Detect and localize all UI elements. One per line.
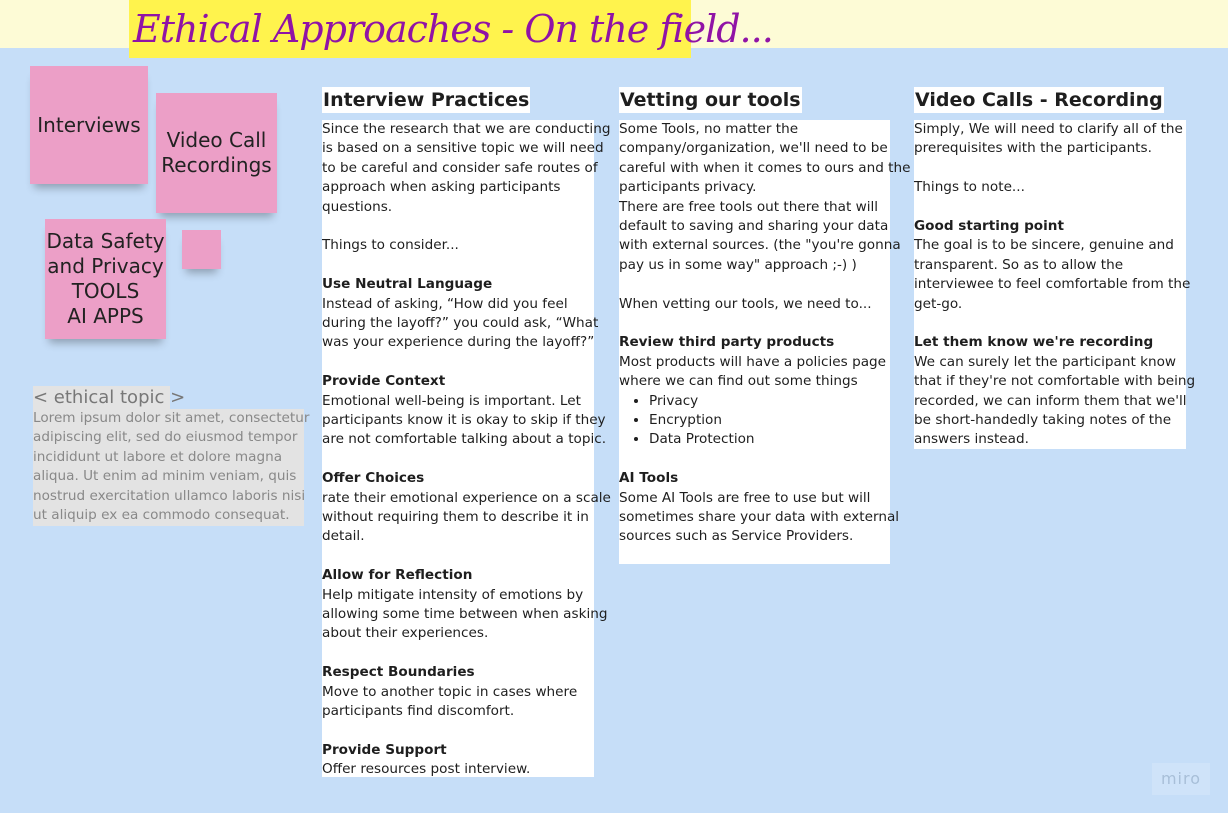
body-line: get-go.: [914, 295, 963, 312]
body-line: There are free tools out there that will: [619, 198, 879, 215]
body-line: Things to note...: [914, 179, 1025, 196]
body-line: Help mitigate intensity of emotions by: [322, 586, 584, 603]
body-line: Since the research that we are conducting: [322, 121, 611, 137]
placeholder-topic-body[interactable]: [33, 409, 310, 526]
placeholder-line: adipiscing elit, sed do eiusmod tempor: [33, 429, 298, 446]
body-line: approach when asking participants: [322, 179, 561, 196]
body-line: where we can find out some things: [619, 373, 858, 390]
blank-line: [322, 353, 594, 372]
sticky-note-interviews[interactable]: [30, 66, 148, 184]
blank-line: [914, 198, 1186, 217]
sticky-note-data-safety[interactable]: [45, 219, 166, 339]
body-line: interviewee to feel comfortable from the: [914, 276, 1191, 293]
body-line: to be careful and consider safe routes of: [322, 159, 598, 176]
body-line: about their experiences.: [322, 625, 489, 642]
body-line: pay us in some way" approach ;-) ): [619, 256, 857, 273]
heading-vetting-tools[interactable]: Vetting our tools: [620, 89, 801, 111]
body-line: recorded, we can inform them that we'll: [914, 392, 1187, 409]
body-line: sources such as Service Providers.: [619, 528, 854, 545]
body-line: We can surely let the participant know: [914, 353, 1177, 370]
section-subheading: Respect Boundaries: [322, 664, 475, 681]
blank-line: [322, 256, 594, 275]
body-line: When vetting our tools, we need to...: [619, 295, 872, 312]
section-subheading: Review third party products: [619, 334, 835, 351]
section-subheading: Offer Choices: [322, 470, 425, 487]
textbox-interview-practices[interactable]: [322, 120, 611, 778]
sticky-note-label: Interviews: [37, 112, 141, 137]
section-subheading: Provide Context: [322, 373, 446, 390]
section-subheading: Allow for Reflection: [322, 567, 473, 584]
placeholder-line: Lorem ipsum dolor sit amet, consectetur: [33, 410, 310, 426]
board-title[interactable]: Ethical Approaches - On the field...: [133, 7, 773, 51]
body-line: be short-handedly taking notes of the: [914, 412, 1172, 429]
placeholder-line: incididunt ut labore et dolore magna: [33, 448, 283, 465]
textbox-video-calls-recording[interactable]: [914, 120, 1196, 449]
body-line: questions.: [322, 198, 393, 215]
body-line: Simply, We will need to clarify all of the: [914, 121, 1183, 137]
blank-line: [322, 450, 594, 469]
sticky-note-blank[interactable]: [182, 230, 221, 269]
body-line: answers instead.: [914, 431, 1029, 448]
body-line: Some AI Tools are free to use but will: [619, 489, 871, 506]
section-subheading: AI Tools: [619, 470, 679, 487]
body-line: is based on a sensitive topic we will need: [322, 140, 604, 157]
body-line: Instead of asking, “How did you feel: [322, 295, 568, 312]
placeholder-line: ut aliquip ex ea commodo consequat.: [33, 507, 290, 524]
body-line: prerequisites with the participants.: [914, 140, 1152, 157]
sticky-note-label: Video Call Recordings: [161, 128, 272, 177]
blank-line: [914, 314, 1186, 333]
body-line: Move to another topic in cases where: [322, 683, 578, 700]
blank-line: [322, 217, 594, 236]
body-line: are not comfortable talking about a topic.: [322, 431, 607, 448]
sticky-note-video-call-recordings[interactable]: [156, 93, 277, 213]
bullet-item: • Encryption: [649, 411, 890, 430]
body-line: that if they're not comfortable with being: [914, 373, 1196, 390]
placeholder-line: nostrud exercitation ullamco laboris nisi: [33, 487, 306, 504]
body-line: participants know it is okay to skip if they: [322, 412, 606, 429]
body-line: careful with when it comes to ours and the: [619, 159, 911, 176]
body-line: during the layoff?” you could ask, “What: [322, 315, 599, 332]
blank-line: [322, 722, 594, 741]
body-line: Most products will have a policies page: [619, 353, 887, 370]
blank-line: [619, 275, 890, 294]
bullet-list: [619, 392, 890, 450]
blank-line: [619, 450, 890, 469]
body-line: allowing some time between when asking: [322, 606, 608, 623]
section-subheading: Good starting point: [914, 218, 1064, 234]
body-line: Emotional well-being is important. Let: [322, 392, 581, 409]
body-line: detail.: [322, 528, 365, 545]
placeholder-line: aliqua. Ut enim ad minim veniam, quis: [33, 468, 297, 485]
body-line: Some Tools, no matter the: [619, 121, 799, 137]
body-line: company/organization, we'll need to be: [619, 140, 888, 157]
blank-line: [914, 159, 1186, 178]
body-line: Offer resources post interview.: [322, 761, 531, 778]
miro-logo: miro: [1152, 763, 1210, 795]
blank-line: [322, 644, 594, 663]
body-line: rate their emotional experience on a scale: [322, 489, 611, 506]
bullet-item: • Data Protection: [649, 430, 890, 449]
section-subheading: Let them know we're recording: [914, 334, 1154, 351]
body-line: sometimes share your data with external: [619, 509, 900, 526]
body-line: participants privacy.: [619, 179, 757, 196]
blank-line: [322, 547, 594, 566]
body-line: Things to consider...: [322, 237, 459, 254]
body-line: participants find discomfort.: [322, 703, 515, 720]
heading-video-calls-recording[interactable]: Video Calls - Recording: [915, 89, 1163, 111]
body-line: transparent. So as to allow the: [914, 256, 1124, 273]
section-subheading: Provide Support: [322, 741, 447, 758]
placeholder-topic-title[interactable]: < ethical topic >: [33, 387, 186, 408]
body-line: The goal is to be sincere, genuine and: [914, 237, 1174, 254]
body-line: was your experience during the layoff?”: [322, 334, 595, 351]
bullet-item: • Privacy: [649, 392, 890, 411]
body-line: without requiring them to describe it in: [322, 509, 589, 526]
section-subheading: Use Neutral Language: [322, 276, 493, 293]
textbox-vetting-tools[interactable]: [619, 120, 911, 564]
body-line: default to saving and sharing your data: [619, 218, 889, 235]
heading-interview-practices[interactable]: Interview Practices: [323, 89, 530, 111]
blank-line: [619, 314, 890, 333]
sticky-note-label: Data Safety and Privacy TOOLS AI APPS: [46, 229, 165, 328]
body-line: with external sources. (the "you're gonna: [619, 237, 901, 254]
